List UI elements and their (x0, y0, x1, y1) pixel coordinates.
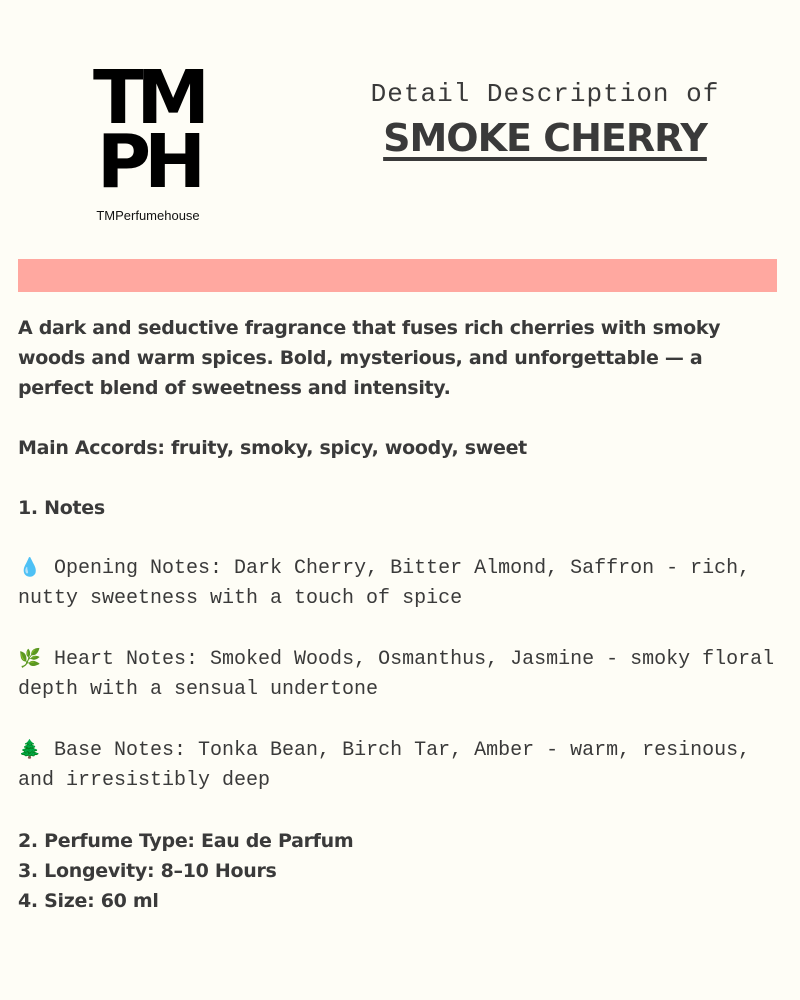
accent-divider-bar (18, 259, 777, 292)
spec-size: 4. Size: 60 ml (18, 890, 159, 912)
notes-heading: 1. Notes (18, 497, 105, 519)
logo-mark (88, 55, 208, 205)
logo-line-2: PH (96, 119, 200, 205)
evergreen-tree-icon: 🌲 (18, 739, 42, 760)
description-body (18, 313, 778, 916)
detail-subtitle: Detail Description of (370, 79, 720, 109)
note-heart (18, 644, 778, 705)
brand-logo (78, 55, 218, 226)
note-heart-text: Heart Notes: Smoked Woods, Osmanthus, Jasmine - smoky floral depth with a sensual undertone (18, 648, 775, 701)
main-accords: Main Accords: fruity, smoky, spicy, woody, sweet (18, 437, 527, 459)
note-opening-text: Opening Notes: Dark Cherry, Bitter Almond, Saffron - rich, nutty sweetness with a touch of spice (18, 557, 751, 610)
note-opening (18, 553, 778, 614)
note-base (18, 735, 778, 796)
note-base-text: Base Notes: Tonka Bean, Birch Tar, Amber - warm, resinous, and irresistibly deep (18, 739, 751, 792)
product-title: SMOKE CHERRY (383, 116, 707, 160)
logo-line-1: TM (92, 55, 204, 141)
spec-perfume-type: 2. Perfume Type: Eau de Parfum (18, 830, 354, 852)
herb-icon: 🌿 (18, 648, 42, 669)
spec-longevity: 3. Longevity: 8–10 Hours (18, 860, 277, 882)
page-header (330, 78, 760, 160)
brand-name: TMPerfumehouse (96, 208, 200, 223)
product-description: A dark and seductive fragrance that fuses rich cherries with smoky woods and warm spices. Bold, mysterious, and unforgettable — a perfect blend of sweetness and intensity. (18, 317, 721, 399)
droplet-icon: 💧 (18, 557, 42, 578)
